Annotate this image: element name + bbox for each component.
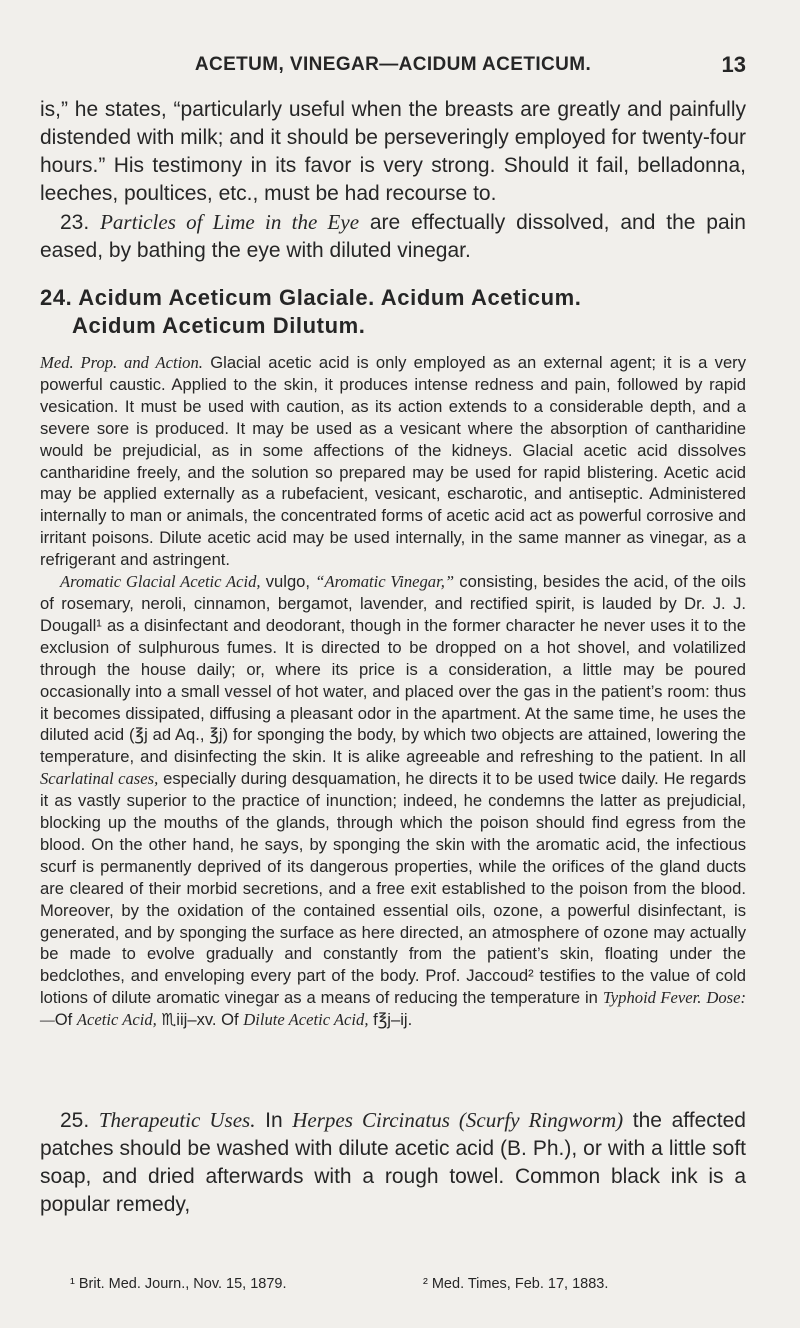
dose-text-b: ♏iij–xv. Of (161, 1010, 239, 1030)
in-word: In (265, 1109, 283, 1132)
running-title: ACETUM, VINEGAR—ACIDUM ACETICUM. (194, 54, 592, 75)
aromatic-vinegar-term: “Aromatic Vinegar,” (315, 572, 455, 592)
section-25 (40, 1106, 746, 1219)
paragraph-body: are effectually dissolved, and the pain eased, by bathing the eye with diluted vinegar. (40, 211, 746, 262)
vulgo-text: vulgo, (265, 572, 311, 592)
paragraph-number: 23. (60, 211, 90, 234)
typhoid-term: Typhoid Fever. (602, 988, 702, 1008)
med-prop-paragraph (40, 352, 746, 571)
running-head (40, 54, 746, 80)
section-25-title: Therapeutic Uses. (98, 1108, 256, 1132)
aromatic-title: Aromatic Glacial Acetic Acid, (60, 572, 261, 592)
footnote-1: ¹ Brit. Med. Journ., Nov. 15, 1879. (70, 1276, 287, 1292)
footnote-2: ² Med. Times, Feb. 17, 1883. (423, 1276, 609, 1292)
aromatic-paragraph (40, 571, 746, 1031)
intro-paragraph-2 (40, 208, 746, 265)
section-24-body (40, 352, 746, 1031)
section-25-number: 25. (60, 1109, 90, 1132)
paragraph-title: Particles of Lime in the Eye (100, 210, 360, 234)
section-24-heading (40, 284, 746, 340)
heading-line-1: 24. Acidum Aceticum Glaciale. Acidum Aceticum. (40, 285, 582, 310)
section-25-paragraph (40, 1106, 746, 1219)
section-25-text: the affected patches should be washed with dilute acetic acid (B. Ph.), or with a little soft soap, and dried afterwards with a rough towel. Common black ink is a popular remedy, (40, 1109, 746, 1216)
aromatic-text-b: especially during desquamation, he directs it to be used twice daily. He regards it as vastly superior to the practice of inunction; indeed, he condemns the latter as prejudicial, blocking up the mouths of the glands, through which the poison should find egress from the blood. On the other hand, he says, by sponging the skin with the aromatic acid, the infectious scurf is permanently deprived of its dangerous properties, while the orifices of the gland ducts are cleared of their morbid secretions, and a free exit established to the poison from the blood. Moreover, by the oxidation of the contained essential oils, ozone, a powerful disinfectant, is generated, and by sponging the surface as here directed, an atmosphere of ozone may actually be made to evolve gradually and constantly from the patient’s skin, floating under the bedclothes, and enveloping every part of the body. Prof. Jaccoud² testifies to the value of cold lotions of dilute aromatic vinegar as a means of reducing the temperature in (40, 769, 746, 1008)
page-number: 13 (721, 52, 746, 77)
acetic-acid-term: Acetic Acid, (76, 1010, 157, 1030)
dose-text-a: Of (54, 1010, 73, 1030)
dose-text-c: f℥j–ij. (373, 1010, 413, 1030)
dilute-acid-term: Dilute Acetic Acid, (243, 1010, 369, 1030)
intro-paragraph-1: is,” he states, “particularly useful when the breasts are greatly and painfully distended with milk; and it should be perseveringly employed for twenty-four hours.” His testimony in its favor is very strong. Should it fail, belladonna, leeches, poultices, etc., must be had recourse to. (40, 98, 746, 205)
heading-line-2: Acidum Aceticum Dilutum. (72, 313, 366, 338)
dose-label: Dose:— (40, 988, 746, 1030)
med-prop-title: Med. Prop. and Action. (40, 353, 203, 372)
aromatic-text-a: consisting, besides the acid, of the oils of rosemary, neroli, cinnamon, bergamot, lavender, and rectified spirit, is lauded by Dr. J. J. Dougall¹ as a disinfectant and deodorant, though in the former character he never uses it to the exclusion of sulphurous fumes. It is directed to be dropped on a hot shovel, and volatilized through the house daily; or, where its price is a consideration, a little may be poured occasionally into a small vessel of hot water, and placed over the gas in the patient’s room: thus it becomes dissipated, diffusing a pleasant odor in the apartment. At the same time, he uses the diluted acid (℥j ad Aq., ℥j) for sponging the body, by which two objects are attained, lowering the temperature, and disinfecting the skin. It is alike agreeable and refreshing to the patient. In all (40, 572, 746, 767)
herpes-term: Herpes Circinatus (Scurfy Ringworm) (292, 1108, 624, 1132)
scarlatinal-term: Scarlatinal cases, (40, 769, 159, 789)
intro-text (40, 96, 746, 265)
med-prop-text: Glacial acetic acid is only employed as an external agent; it is a very powerful caustic. Applied to the skin, it produces intense redness and pain, followed by rapid vesication. It must be used with caution, as its action extends to a considerable depth, and a severe sore is produced. It may be used as a vesicant where the absorption of cantharidine would be prejudicial, as in some affections of the kidneys. Glacial acetic acid dissolves cantharidine freely, and the solution so prepared may be used for rapid blistering. Acetic acid may be applied externally as a rubefacient, vesicant, escharotic, and antiseptic. Administered internally to man or animals, the concentrated forms of acetic acid act as powerful corrosive and irritant poisons. Dilute acetic acid may be used internally, in the same manner as vinegar, as a refrigerant and astringent. (40, 353, 746, 570)
